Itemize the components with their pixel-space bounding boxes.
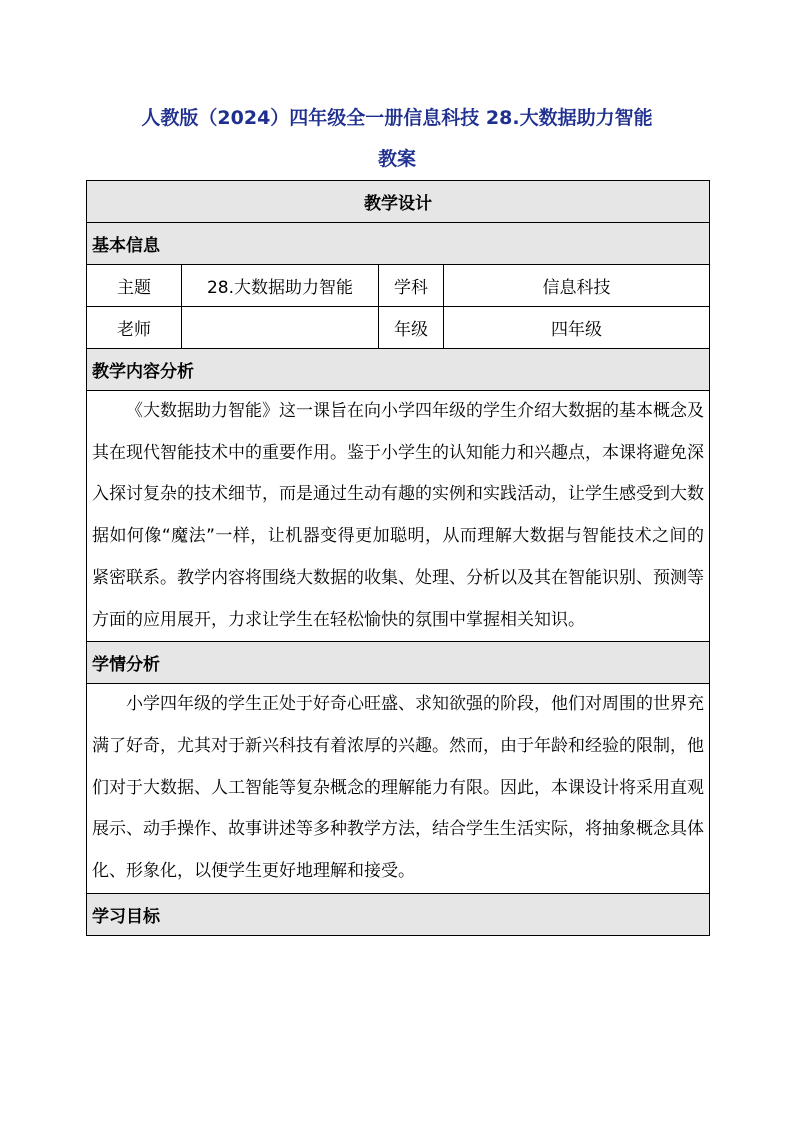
- grade-label: 年级: [379, 307, 444, 349]
- subject-label: 学科: [379, 265, 444, 307]
- teacher-label: 老师: [87, 307, 182, 349]
- section-heading-content-analysis: 教学内容分析: [87, 349, 710, 391]
- table-row: [87, 265, 710, 307]
- document-title-continued: 教案: [377, 148, 416, 170]
- table-row: [87, 307, 710, 349]
- section-heading-basic-info: 基本信息: [87, 223, 710, 265]
- lesson-plan-table: [86, 180, 710, 936]
- document-title: 人教版（2024）四年级全一册信息科技 28.大数据助力智能: [141, 107, 653, 129]
- teacher-value: [182, 307, 379, 349]
- section-heading-learner-analysis: 学情分析: [87, 642, 710, 684]
- learner-analysis-text: 小学四年级的学生正处于好奇心旺盛、求知欲强的阶段，他们对周围的世界充满了好奇，尤其对于新兴科技有着浓厚的兴趣。然而，由于年龄和经验的限制，他们对于大数据、人工智能等复杂概念的理解能力有限。因此，本课设计将采用直观展示、动手操作、故事讲述等多种教学方法，结合学生生活实际，将抽象概念具体化、形象化，以便学生更好地理解和接受。: [87, 684, 710, 894]
- topic-label: 主题: [87, 265, 182, 307]
- topic-value: 28.大数据助力智能: [182, 265, 379, 307]
- table-header: 教学设计: [87, 181, 710, 223]
- grade-value: 四年级: [444, 307, 710, 349]
- section-heading-objectives: 学习目标: [87, 893, 710, 935]
- subject-value: 信息科技: [444, 265, 710, 307]
- content-analysis-text: 《大数据助力智能》这一课旨在向小学四年级的学生介绍大数据的基本概念及其在现代智能技术中的重要作用。鉴于小学生的认知能力和兴趣点，本课将避免深入探讨复杂的技术细节，而是通过生动有趣的实例和实践活动，让学生感受到大数据如何像“魔法”一样，让机器变得更加聪明，从而理解大数据与智能技术之间的紧密联系。教学内容将围绕大数据的收集、处理、分析以及其在智能识别、预测等方面的应用展开，力求让学生在轻松愉快的氛围中掌握相关知识。: [87, 391, 710, 642]
